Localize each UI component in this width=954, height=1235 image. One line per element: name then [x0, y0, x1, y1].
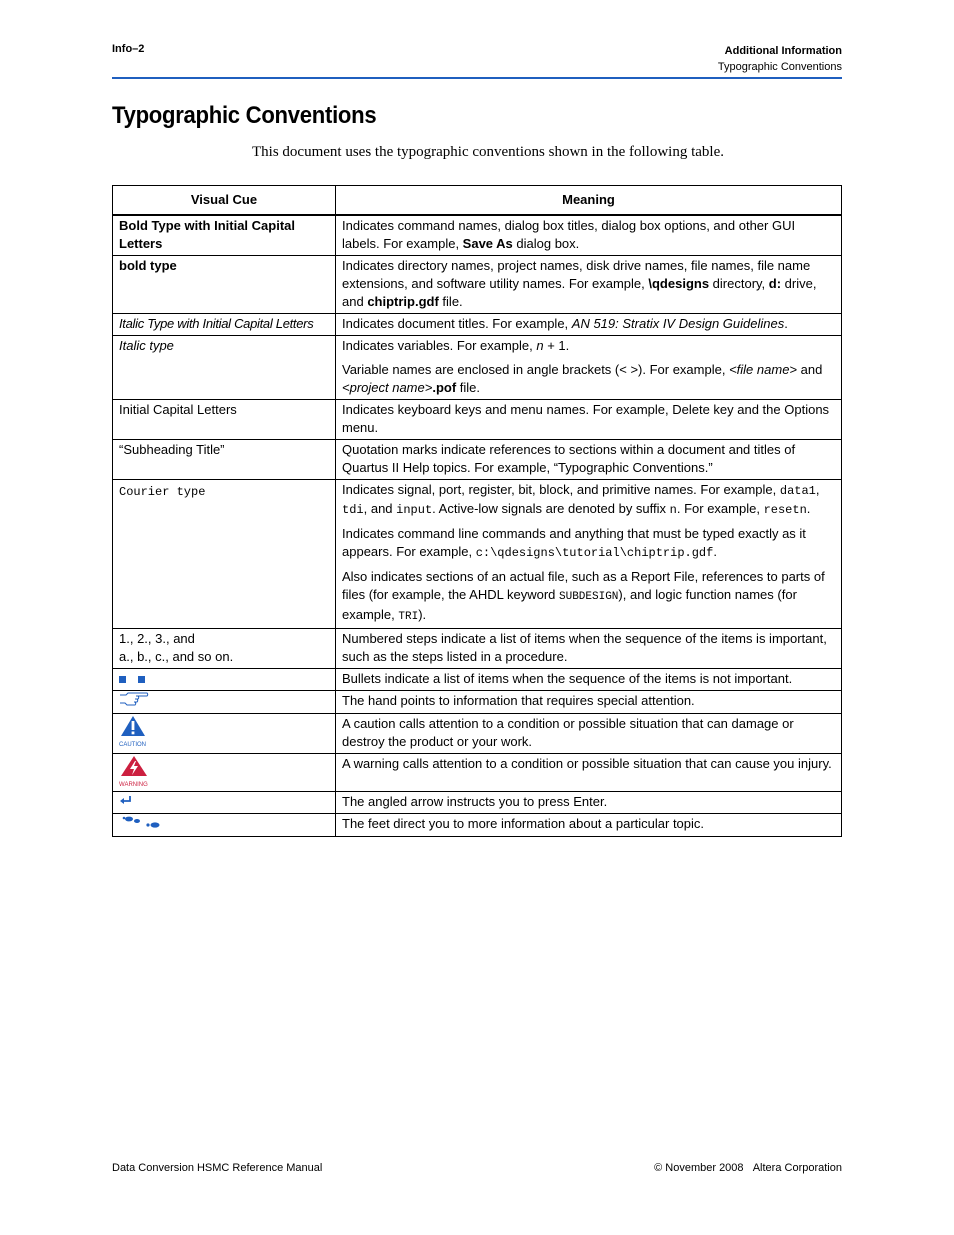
footer-manual-title: Data Conversion HSMC Reference Manual — [112, 1162, 323, 1174]
cue-warning — [113, 754, 336, 792]
meaning-italic — [336, 336, 842, 400]
meaning-text: Indicates command names, dialog box titles, dialog box options, and other GUI labels. For example, — [342, 218, 796, 251]
meaning-italic-caps — [336, 314, 842, 336]
meaning-code-example: n — [669, 503, 677, 517]
intro-paragraph: This document uses the typographic conventions shown in the following table. — [252, 144, 725, 160]
meaning-bold-example: .pof — [432, 380, 457, 395]
pointing-hand-icon — [119, 692, 149, 706]
table-row — [113, 814, 842, 837]
meaning-text: ). — [418, 607, 427, 622]
meaning-italic-example: <project name> — [342, 380, 433, 395]
meaning-text: Indicates directory names, project names, disk drive names, file names, file name extensions, and software utility names. For example, — [342, 258, 811, 291]
meaning-text: Indicates command line commands and anything that must be typed exactly as it appears. For example, — [342, 526, 806, 559]
table-row — [113, 440, 842, 480]
warning-triangle-icon — [119, 755, 149, 777]
meaning-code-example: tdi — [342, 503, 364, 517]
footer-date: © November 2008 — [654, 1162, 744, 1174]
meaning-text: Also indicates sections of an actual file, such as a Report File, references to parts of files (for example, the AHDL keyword — [342, 569, 825, 602]
meaning-text: , and — [363, 501, 397, 516]
meaning-italic-example: <file name> — [729, 362, 798, 377]
meaning-text: and — [797, 362, 823, 377]
footprints-icon — [119, 815, 163, 829]
cue-initial-caps: Initial Capital Letters — [113, 400, 336, 440]
meaning-code-example: SUBDESIGN — [559, 591, 619, 603]
meaning-code-example: data1 — [779, 484, 816, 498]
table-row — [113, 669, 842, 691]
meaning-text: Indicates document titles. For example, — [342, 316, 572, 331]
meaning-bold-example: Save As — [462, 236, 513, 251]
header-section: Additional Information — [724, 45, 842, 57]
cue-bullets — [113, 669, 336, 691]
table-row — [113, 691, 842, 714]
enter-arrow-icon — [119, 794, 133, 806]
meaning-text: . — [784, 316, 788, 331]
cue-subheading: “Subheading Title” — [113, 440, 336, 480]
caution-triangle-icon — [119, 715, 147, 737]
table-row — [113, 714, 842, 754]
table-header-row — [113, 186, 842, 216]
meaning-text: . For example, — [676, 501, 764, 516]
header-subsection: Typographic Conventions — [717, 61, 842, 73]
meaning-text: drive, and — [342, 276, 817, 309]
table-row — [113, 629, 842, 669]
meaning-text: Indicates signal, port, register, bit, block, and primitive names. For example, — [342, 482, 780, 497]
table-row — [113, 754, 842, 792]
cue-arrow — [113, 792, 336, 814]
cue-numbered — [113, 629, 336, 669]
bullet-square-icon — [138, 676, 145, 683]
cue-bold: bold type — [113, 256, 336, 314]
meaning-courier — [336, 480, 842, 629]
cue-italic: Italic type — [113, 336, 336, 400]
header-visual-cue: Visual Cue — [113, 186, 336, 216]
meaning-hand: The hand points to information that requires special attention. — [336, 691, 842, 714]
meaning-text: Variable names are enclosed in angle brackets (< >). For example, — [342, 362, 730, 377]
footer-company: Altera Corporation — [752, 1162, 842, 1174]
meaning-code-example: TRI — [398, 611, 419, 623]
meaning-text: dialog box. — [512, 236, 580, 251]
table-row — [113, 314, 842, 336]
warning-label: WARNING — [119, 782, 148, 788]
meaning-numbered: Numbered steps indicate a list of items when the sequence of the items is important, such as the steps listed in a procedure. — [336, 629, 842, 669]
meaning-text: . — [806, 501, 811, 516]
meaning-paragraph — [342, 525, 835, 562]
meaning-text: Indicates variables. For example, — [342, 338, 537, 353]
bullet-square-icon — [119, 676, 126, 683]
cue-feet — [113, 814, 336, 837]
meaning-text: file. — [456, 380, 481, 395]
table-row — [113, 400, 842, 440]
meaning-bold-caps — [336, 215, 842, 256]
meaning-warning: A warning calls attention to a condition or possible situation that can cause you injury. — [336, 754, 842, 792]
meaning-paragraph — [342, 361, 835, 397]
meaning-code-example: input — [396, 503, 433, 517]
meaning-text: . Active-low signals are denoted by suffix — [432, 501, 670, 516]
conventions-table — [112, 185, 842, 837]
meaning-paragraph — [342, 568, 835, 626]
meaning-text: directory, — [709, 276, 769, 291]
meaning-code-example: c:\qdesigns\tutorial\chiptrip.gdf — [475, 546, 714, 560]
cue-italic-caps: Italic Type with Initial Capital Letters — [113, 314, 336, 336]
meaning-subheading: Quotation marks indicate references to sections within a document and titles of Quartus II Help topics. For example, “Typographic Conventions.” — [336, 440, 842, 480]
cue-courier: Courier type — [113, 480, 336, 629]
table-row — [113, 256, 842, 314]
table-row — [113, 336, 842, 400]
meaning-bold-example: chiptrip.gdf — [367, 294, 439, 309]
cue-caution — [113, 714, 336, 754]
cue-numbered-line: a., b., c., and so on. — [119, 649, 234, 664]
meaning-paragraph — [342, 481, 835, 519]
header-section-block — [718, 43, 842, 75]
cue-numbered-line: 1., 2., 3., and — [119, 631, 195, 646]
page-title: Typographic Conventions — [112, 102, 377, 129]
meaning-paragraph — [342, 337, 835, 355]
meaning-caution: A caution calls attention to a condition or possible situation that can damage or destroy the product or your work. — [336, 714, 842, 754]
caution-label: CAUTION — [119, 742, 146, 748]
meaning-code-example: resetn — [763, 503, 807, 517]
meaning-bold — [336, 256, 842, 314]
meaning-italic-example: AN 519: Stratix IV Design Guidelines — [571, 316, 785, 331]
meaning-initial-caps: Indicates keyboard keys and menu names. For example, Delete key and the Options menu. — [336, 400, 842, 440]
meaning-bold-example: d: — [768, 276, 782, 291]
meaning-text: file. — [438, 294, 463, 309]
meaning-bullets: Bullets indicate a list of items when the sequence of the items is not important. — [336, 669, 842, 691]
header-page-number: Info–2 — [112, 43, 145, 55]
table-row — [113, 480, 842, 629]
meaning-feet: The feet direct you to more information about a particular topic. — [336, 814, 842, 837]
header-rule — [112, 77, 842, 79]
header-meaning: Meaning — [336, 186, 842, 216]
meaning-arrow: The angled arrow instructs you to press Enter. — [336, 792, 842, 814]
table-row — [113, 215, 842, 256]
meaning-bold-example: \qdesigns — [648, 276, 710, 291]
meaning-text: . — [713, 544, 717, 559]
meaning-text: , — [815, 482, 820, 497]
meaning-text: ), and logic function names (for example, — [342, 587, 797, 622]
footer-right — [654, 1162, 842, 1174]
cue-bold-caps: Bold Type with Initial Capital Letters — [113, 215, 336, 256]
table-row — [113, 792, 842, 814]
cue-hand — [113, 691, 336, 714]
meaning-italic-example: n — [536, 338, 544, 353]
meaning-text: + 1. — [543, 338, 570, 353]
